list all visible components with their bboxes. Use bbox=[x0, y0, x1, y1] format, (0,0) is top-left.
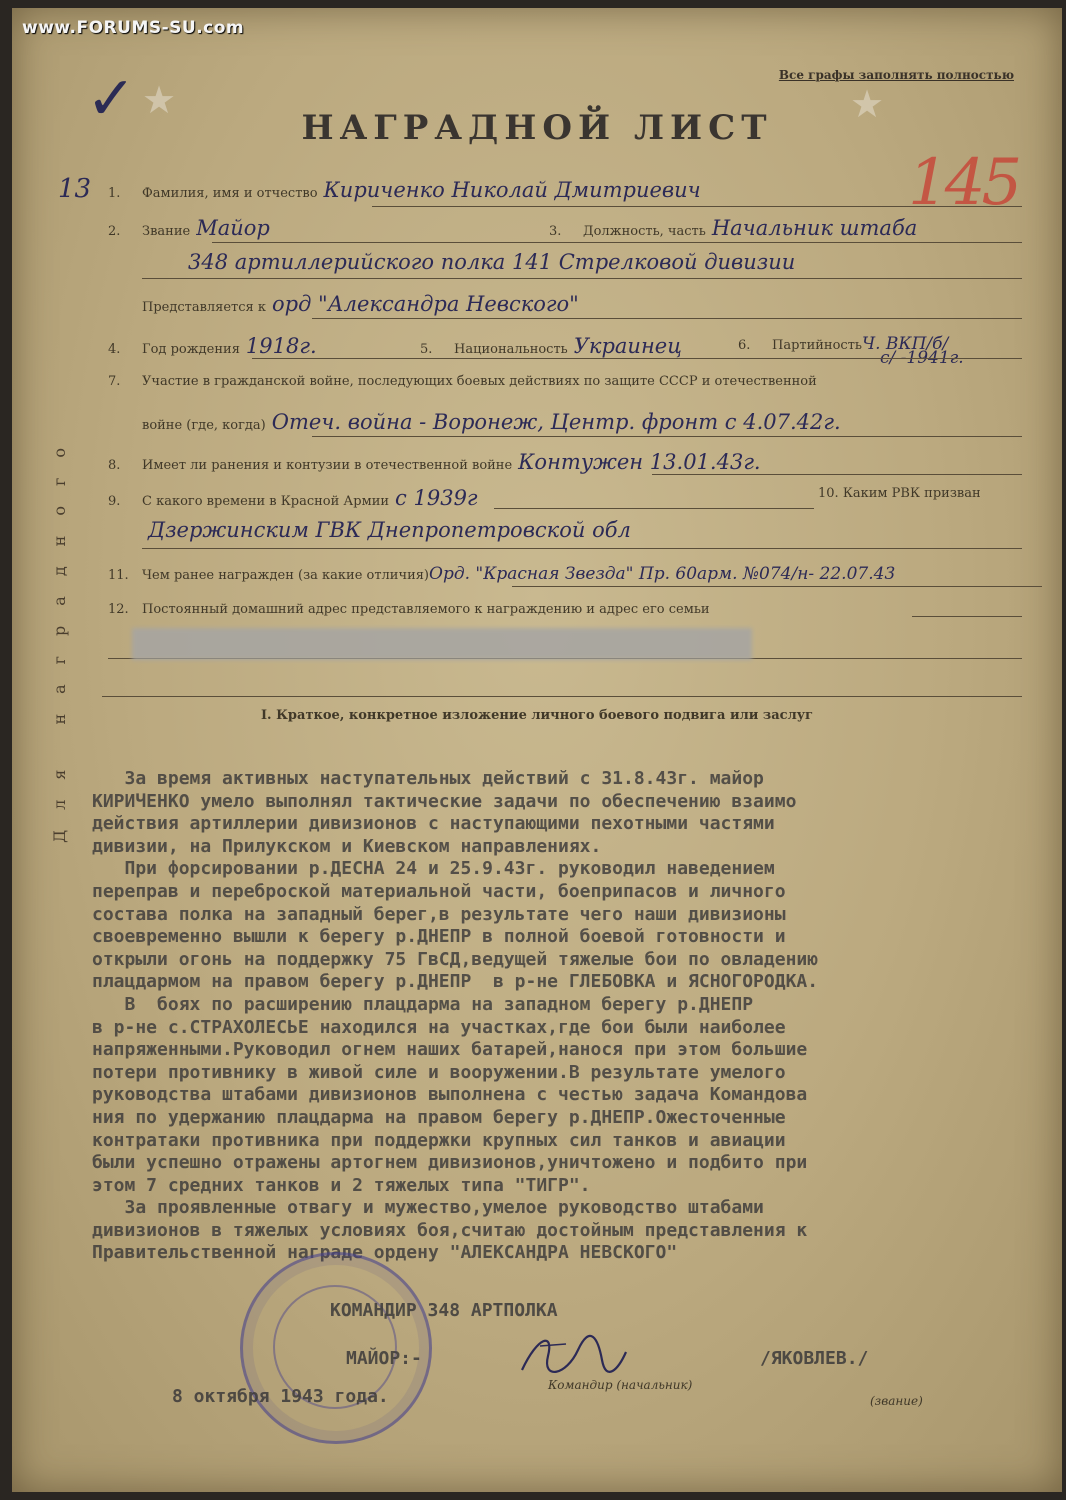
award-sheet-page bbox=[12, 8, 1062, 1492]
field-10-value: Дзержинским ГВК Днепропетровской обл bbox=[148, 518, 631, 542]
text-line: напряженными.Руководил огнем наших батарей,нанося при этом большие bbox=[92, 1039, 808, 1061]
field-5: 5. Национальность Украинец bbox=[420, 334, 682, 358]
field-6-continuation: с/ -1941г. bbox=[880, 348, 964, 368]
text-line: в р-не с.СТРАХОЛЕСЬЕ находился на участках,где бои были наиболее bbox=[92, 1016, 786, 1038]
site-watermark: www.FORUMS-SU.com bbox=[22, 18, 245, 38]
field-3-continuation: 348 артиллерийского полка 141 Стрелковой дивизии bbox=[188, 250, 796, 274]
margin-vertical-text: Для наградного bbox=[50, 428, 69, 843]
redacted-address bbox=[132, 628, 752, 660]
text-line: контратаки противника при поддержки крупных сил танков и авиации bbox=[92, 1129, 786, 1151]
field-7-continuation: войне (где, когда) Отеч. война - Воронеж, Центр. фронт с 4.07.42г. bbox=[142, 410, 841, 434]
document-title: НАГРАДНОЙ ЛИСТ bbox=[301, 108, 773, 148]
presented-for: Представляется к орд "Александра Невского" bbox=[142, 292, 579, 316]
text-line: потери противнику в живой силе и вооружении.В результате умелого bbox=[92, 1061, 786, 1083]
text-line: были успешно отражены артогнем дивизионов,уничтожено и подбито при bbox=[92, 1152, 808, 1174]
text-line: дивизии, на Прилукском и Киевском направлениях. bbox=[92, 835, 602, 857]
text-line: действия артиллерии дивизионов с наступающими пехотными частями bbox=[92, 813, 775, 835]
field-8: 8. Имеет ли ранения и контузии в отечественной войне Контужен 13.01.43г. bbox=[108, 450, 761, 474]
text-line: руководства штабами дивизионов выполнена с честью задача Командова bbox=[92, 1084, 808, 1106]
text-line: КИРИЧЕНКО умело выполнял тактические задачи по обеспечению взаимо bbox=[92, 790, 797, 812]
field-2: 2. Звание Майор bbox=[108, 216, 270, 240]
field-11: 11. Чем ранее награжден (за какие отличия)Орд. "Красная Звезда" Пр. 60арм. №074/н- 22.07.43 bbox=[108, 564, 896, 584]
field-9: 9. С какого времени в Красной Армии с 1939г bbox=[108, 486, 478, 510]
section-heading: I. Краткое, конкретное изложение личного боевого подвига или заслуг bbox=[260, 708, 814, 723]
text-line: состава полка на западный берег,в результате чего наши дивизионы bbox=[92, 903, 786, 925]
red-handwritten-number: 145 bbox=[908, 146, 1019, 220]
commander-title: КОМАНДИР 348 АРТПОЛКА bbox=[330, 1300, 558, 1321]
rank-caption: (звание) bbox=[870, 1394, 923, 1408]
commander-rank: МАЙОР:- bbox=[346, 1348, 422, 1369]
text-line: Правительственной награде ордену "АЛЕКСАНДРА НЕВСКОГО" bbox=[92, 1242, 678, 1264]
text-line: В боях по расширению плацдарма на западном берегу р.ДНЕПР bbox=[92, 993, 754, 1015]
text-line: открыли огонь на поддержку 75 ГвСД,ведущей тяжелые бои по овладению bbox=[92, 948, 819, 970]
star-logo-icon: ★ bbox=[850, 82, 885, 126]
text-line: этом 7 средних танков и 2 тяжелых типа "ТИГР". bbox=[92, 1174, 591, 1196]
text-line: своевременно вышли к берегу р.ДНЕПР в полной боевой готовности и bbox=[92, 926, 786, 948]
fill-all-fields-note: Все графы заполнять полностью bbox=[778, 68, 1014, 82]
checkmark-icon: ✓ bbox=[86, 64, 137, 134]
star-logo-icon: ★ bbox=[142, 78, 177, 122]
field-10: 10. Каким РВК призван bbox=[818, 486, 981, 501]
commander-caption: Командир (начальник) bbox=[548, 1378, 693, 1392]
field-3: 3. Должность, часть Начальник штаба bbox=[549, 216, 918, 240]
document-date: 8 октября 1943 года. bbox=[172, 1386, 389, 1407]
field-12: 12. Постоянный домашний адрес представляемого к награждению и адрес его семьи bbox=[108, 602, 710, 617]
text-line: За время активных наступательных действий с 31.8.43г. майор bbox=[92, 768, 764, 789]
text-line: плацдармом на правом берегу р.ДНЕПР в р-не ГЛЕБОВКА и ЯСНОГОРОДКА. bbox=[92, 971, 819, 993]
text-line: ния по удержанию плацдарма на правом берегу р.ДНЕПР.Ожесточенные bbox=[92, 1106, 786, 1128]
field-7: 7. Участие в гражданской войне, последующих боевых действиях по защите СССР и отечественной bbox=[108, 374, 817, 389]
field-1: 1. Фамилия, имя и отчество Кириченко Николай Дмитриевич bbox=[108, 178, 701, 202]
text-line: За проявленные отвагу и мужество,умелое руководство штабами bbox=[92, 1197, 764, 1219]
text-line: дивизионов в тяжелых условиях боя,считаю достойным представления к bbox=[92, 1219, 808, 1241]
text-line: При форсировании р.ДЕСНА 24 и 25.9.43г. руководил наведением bbox=[92, 858, 775, 880]
handwritten-number: 13 bbox=[58, 174, 92, 204]
citation-text bbox=[92, 768, 1032, 1265]
commander-name: /ЯКОВЛЕВ./ bbox=[760, 1348, 869, 1369]
field-4: 4. Год рождения 1918г. bbox=[108, 334, 317, 358]
text-line: переправ и переброской материальной части, боеприпасов и личного bbox=[92, 880, 786, 902]
handwritten-signature bbox=[518, 1326, 630, 1382]
field-6: 6. ПартийностьЧ. ВКП/б/ bbox=[738, 334, 949, 354]
form-fields bbox=[12, 8, 1062, 1492]
